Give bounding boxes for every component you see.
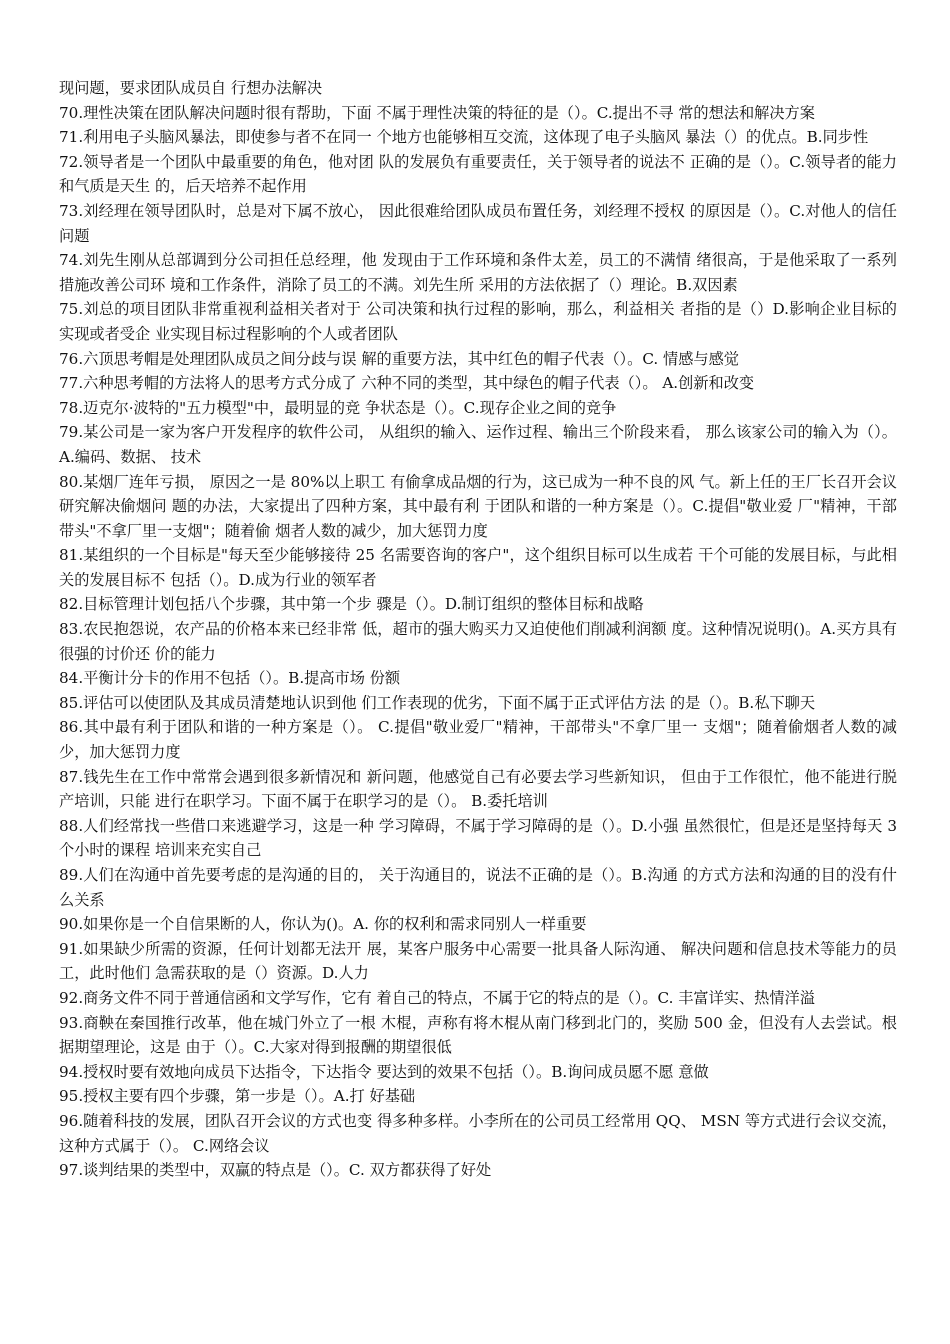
question-81: 81.某组织的一个目标是"每天至少能够接待 25 名需要咨询的客户"，这个组织目标可以生成若 干个可能的发展目标，与此相关的发展目标不 包括（）。D.成为行业的领军者 [59, 546, 897, 589]
question-89: 89.人们在沟通中首先要考虑的是沟通的目的， 关于沟通目的，说法不正确的是（）。B.沟通 的方式方法和沟通的目的没有什么关系 [59, 866, 897, 909]
question-91: 91.如果缺少所需的资源，任何计划都无法开 展，某客户服务中心需要一批具备人际沟通、 解决问题和信息技术等能力的员工，此时他们 急需获取的是（）资源。D.人力 [59, 939, 897, 983]
question-93: 93.商鞅在秦国推行改革，他在城门外立了一根 木棍，声称有将木棍从南门移到北门的，奖励 500 金，但没有人去尝试。根据期望理论，这是 由于（）。C.大家对得到报酬的期望很低 [59, 1013, 897, 1057]
question-74: 74.刘先生刚从总部调到分公司担任总经理，他 发现由于工作环境和条件太差，员工的不满情 绪很高，于是他采取了一系列措施改善公司环 境和工作条件，消除了员工的不满。刘先生所 采用的方法依据了（）理论。B.双因素 [59, 251, 897, 294]
question-78: 78.迈克尔·波特的"五力模型"中，最明显的竞 争状态是（）。C.现存企业之间的竞争 [59, 398, 617, 417]
question-76: 76.六顶思考帽是处理团队成员之间分歧与误 解的重要方法，其中红色的帽子代表（）。C. 情感与感觉 [59, 349, 739, 368]
question-87: 87.钱先生在工作中常常会遇到很多新情况和 新问题，他感觉自己有必要去学习些新知识， 但由于工作很忙，他不能进行脱产培训，只能 进行在职学习。下面不属于在职学习的是（）。 B.委托培训 [59, 767, 897, 811]
question-86: 86.其中最有利于团队和谐的一种方案是（）。 C.提倡"敬业爱厂"精神，干部带头"不拿厂里一 支烟"；随着偷烟者人数的减少，加大惩罚力度 [59, 718, 897, 762]
question-77: 77.六种思考帽的方法将人的思考方式分成了 六种不同的类型，其中绿色的帽子代表（）。 A.创新和改变 [59, 374, 755, 393]
question-70: 70.理性决策在团队解决问题时很有帮助，下面 不属于理性决策的特征的是（）。C.提出不寻 常的想法和解决方案 [59, 103, 815, 122]
question-92: 92.商务文件不同于普通信函和文学写作，它有 着自己的特点，不属于它的特点的是（）。C. 丰富详实、热情洋溢 [59, 988, 815, 1007]
question-fragment: 现问题，要求团队成员自 行想办法解决 [59, 79, 323, 97]
question-84: 84.平衡计分卡的作用不包括（）。B.提高市场 份额 [59, 669, 401, 688]
question-71: 71.利用电子头脑风暴法，即使参与者不在同一 个地方也能够相互交流，这体现了电子头脑风 暴法（）的优点。B.同步性 [59, 128, 869, 147]
question-88: 88.人们经常找一些借口来逃避学习，这是一种 学习障碍，不属于学习障碍的是（）。D.小强 虽然很忙，但是还是坚持每天 3 个小时的课程 培训来充实自己 [59, 816, 897, 860]
question-75: 75.刘总的项目团队非常重视利益相关者对于 公司决策和执行过程的影响，那么，利益相关 者指的是（）D.影响企业目标的实现或者受企 业实现目标过程影响的个人或者团队 [59, 300, 897, 343]
question-85: 85.评估可以使团队及其成员清楚地认识到他 们工作表现的优劣，下面不属于正式评估方法 的是（）。B.私下聊天 [59, 693, 816, 712]
question-96: 96.随着科技的发展，团队召开会议的方式也变 得多种多样。小李所在的公司员工经常用 QQ、 MSN 等方式进行会议交流，这种方式属于（）。 C.网络会议 [59, 1111, 897, 1155]
question-72: 72.领导者是一个团队中最重要的角色，他对团 队的发展负有重要责任，关于领导者的说法不 正确的是（）。C.领导者的能力和气质是天生 的，后天培养不起作用 [59, 152, 897, 196]
question-79: 79.某公司是一家为客户开发程序的软件公司， 从组织的输入、运作过程、输出三个阶段来看， 那么该家公司的输入为（）。A.编码、数据、 技术 [59, 423, 897, 466]
question-95: 95.授权主要有四个步骤，第一步是（）。A.打 好基础 [59, 1087, 416, 1106]
question-90: 90.如果你是一个自信果断的人，你认为()。A. 你的权利和需求同别人一样重要 [59, 915, 587, 934]
document-page [59, 76, 897, 1183]
question-82: 82.目标管理计划包括八个步骤，其中第一个步 骤是（）。D.制订组织的整体目标和战略 [59, 595, 644, 614]
question-73: 73.刘经理在领导团队时，总是对下属不放心， 因此很难给团队成员布置任务，刘经理不授权 的原因是（）。C.对他人的信任问题 [59, 201, 897, 245]
question-80: 80.某烟厂连年亏损， 原因之一是 80%以上职工 有偷拿成品烟的行为，这已成为一种不良的风 气。新上任的王厂长召开会议研究解决偷烟问 题的办法，大家提出了四种方案，其中最有利 于团队和谐的一种方案是（）。C.提倡"敬业爱 厂"精神，干部带头"不拿厂里一支烟"；随着偷 烟者人数的减少，加大惩罚力度 [59, 472, 897, 540]
question-94: 94.授权时要有效地向成员下达指令，下达指令 要达到的效果不包括（）。B.询问成员愿不愿 意做 [59, 1062, 709, 1081]
question-83: 83.农民抱怨说，农产品的价格本来已经非常 低，超市的强大购买力又迫使他们削减利润额 度。这种情况说明()。A.买方具有很强的讨价还 价的能力 [59, 620, 897, 663]
question-97: 97.谈判结果的类型中，双赢的特点是（）。C. 双方都获得了好处 [59, 1161, 492, 1180]
